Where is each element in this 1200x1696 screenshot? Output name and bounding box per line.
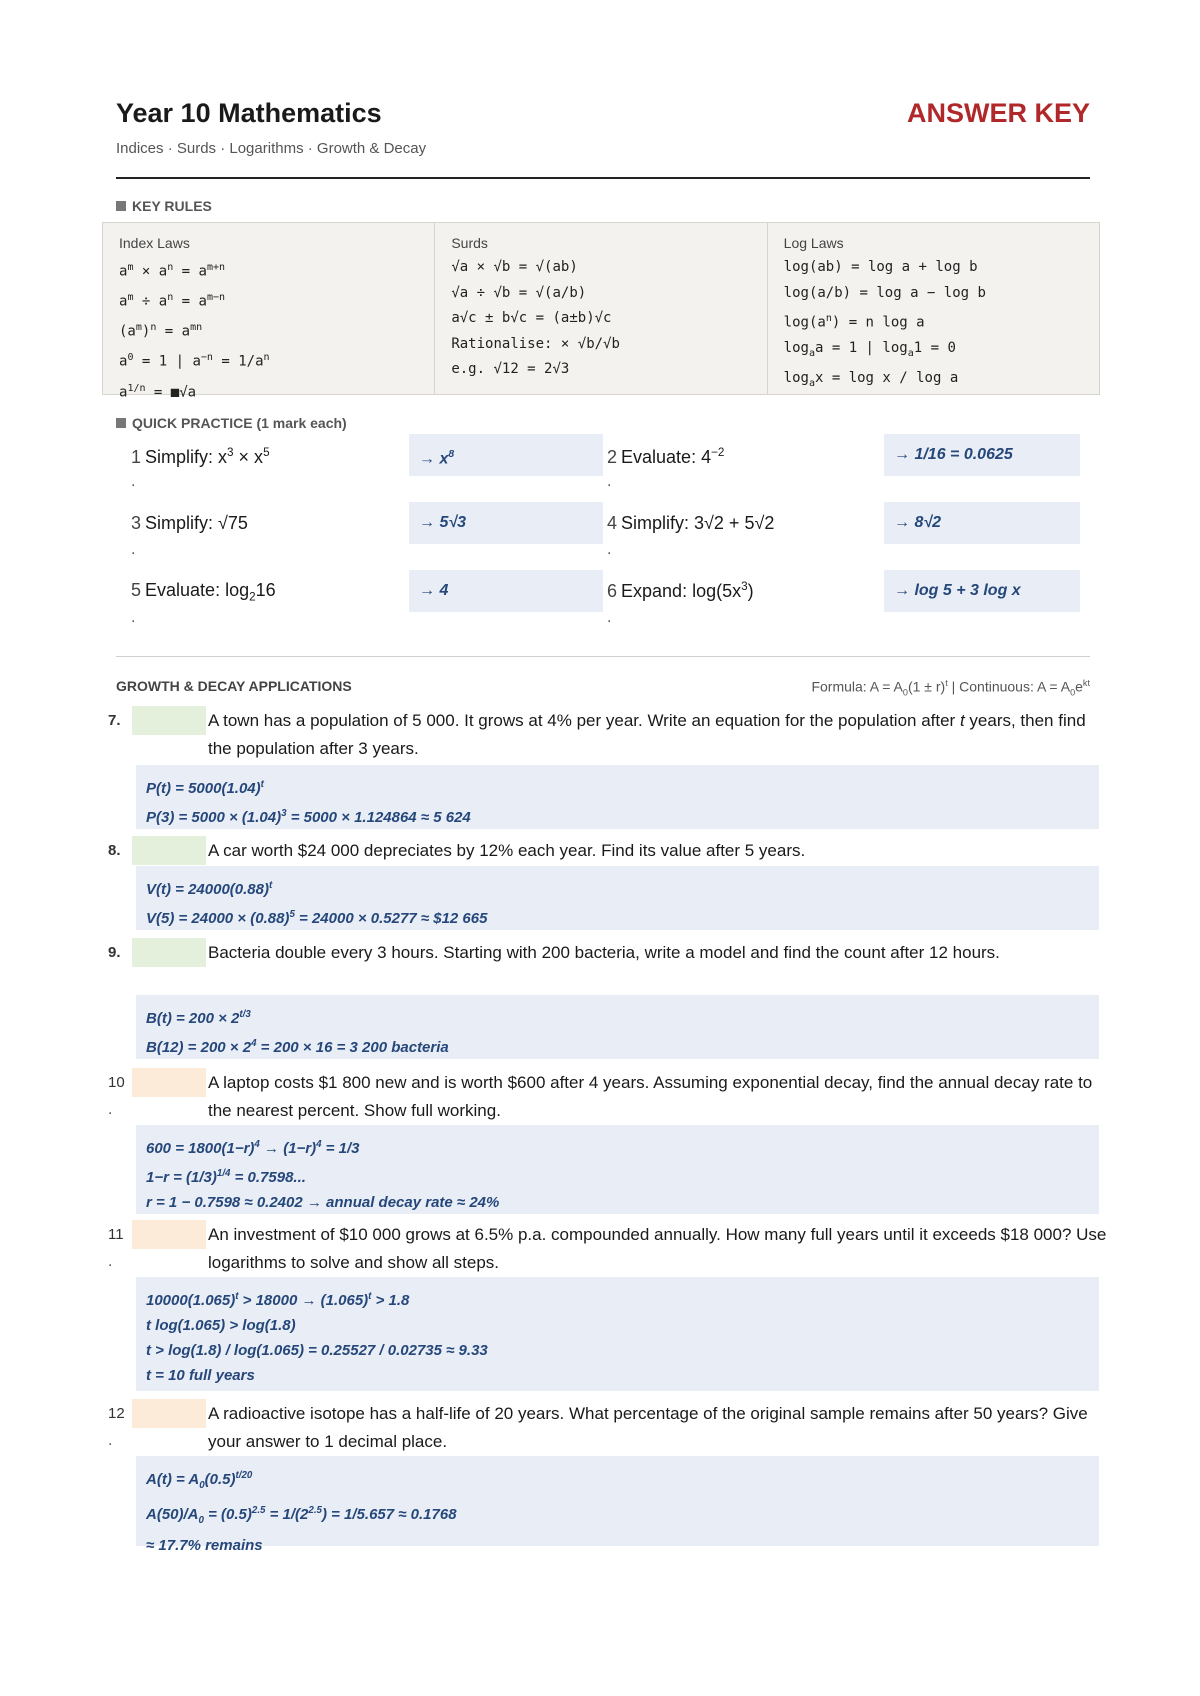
log-laws-column xyxy=(768,223,1099,394)
growth-decay-heading: GROWTH & DECAY APPLICATIONS xyxy=(116,678,352,694)
mark-box xyxy=(132,938,206,967)
rule-line: $a^m \div a^n = a^{m-n}$ xyxy=(119,292,225,310)
problem-number: 10 xyxy=(108,1074,125,1091)
answer-working xyxy=(136,866,1099,930)
page-title: Year 10 Mathematics xyxy=(116,98,382,128)
answer-working xyxy=(136,1277,1099,1391)
question-dot: . xyxy=(131,609,136,626)
question-dot: . xyxy=(131,473,136,490)
key-rules-box xyxy=(102,222,1100,401)
working-line: $P(t) = 5000(1.04)^t$ xyxy=(146,779,264,797)
header-divider xyxy=(116,177,1090,179)
working-line: t log(1.065) > log(1.8) xyxy=(146,1317,296,1334)
rule-line: log(ab) = log a + log b xyxy=(783,259,978,275)
rule-line: $\log(a^n) = n$ log a xyxy=(783,313,925,331)
quick-practice-heading xyxy=(116,415,347,431)
practice-answer-2: → 1/16 = 0.0625 xyxy=(884,434,1080,476)
problem-number: 11 xyxy=(108,1226,124,1243)
practice-answer-4: → 8√2 xyxy=(884,502,1080,544)
problem-text: A town has a population of 5 000. It grows at 4% per year. Write an equation for the population after t years, then find the population after 3 years. xyxy=(208,711,1086,758)
rule-line: $\log_ax = \log x / \log a$ xyxy=(783,370,959,390)
question-dot: . xyxy=(108,1253,113,1270)
working-line: $1-r = (1/3)^{1/4} = 0.7598$... xyxy=(146,1168,306,1186)
practice-question-4: 4 Simplify: 3√2 + 5√2 xyxy=(607,513,775,533)
square-bullet-icon xyxy=(116,201,126,211)
working-line: $V(t) = 24000(0.88)^t$ xyxy=(146,880,273,898)
mark-box xyxy=(132,1399,206,1428)
problem-number: 7. xyxy=(108,712,121,729)
problem-number: 8. xyxy=(108,842,121,859)
mark-box xyxy=(132,1220,206,1249)
answer-key-badge: ANSWER KEY xyxy=(906,98,1090,128)
rule-line: $a^0 = 1$ | $a^{-n} = 1/a^n$ xyxy=(119,352,270,371)
working-line: t > log(1.8) / log(1.065) = 0.25527 / 0.02735 ≈ 9.33 xyxy=(146,1342,488,1359)
question-dot: . xyxy=(108,1101,113,1118)
column-title: Index Laws xyxy=(119,235,190,251)
working-line: $A(t) = A_0(0.5)^{t/20}$ xyxy=(146,1470,253,1491)
rule-line: √a ÷ √b = √(a/b) xyxy=(451,284,587,301)
working-line: $B(t) = 200 \times 2^{t/3}$ xyxy=(146,1009,251,1027)
practice-answer-5: → 4 xyxy=(409,570,603,612)
answer-working xyxy=(136,1456,1099,1554)
rule-line: √a × √b = √(ab) xyxy=(451,259,578,275)
key-rules-label: KEY RULES xyxy=(132,198,212,214)
column-title: Log Laws xyxy=(783,235,844,251)
working-line: r = 1 − 0.7598 ≈ 0.2402 → annual decay rate ≈ 24% xyxy=(146,1194,500,1211)
rule-line: $\log_aa = 1$ | $\log_a1 = 0$ xyxy=(783,340,956,359)
practice-question-5: 5 Evaluate: $\log_216$ xyxy=(131,580,276,604)
rule-line: Rationalise: × √b/√b xyxy=(451,335,620,352)
question-dot: . xyxy=(607,609,612,626)
column-title: Surds xyxy=(451,235,488,251)
mark-box xyxy=(132,836,206,865)
rule-line: $a^{1/n}$ = ■√a xyxy=(119,382,197,401)
question-dot: . xyxy=(131,541,136,558)
index-laws-column xyxy=(103,223,435,401)
problem-text: A car worth $24 000 depreciates by 12% each year. Find its value after 5 years. xyxy=(208,841,806,860)
formula-note: Formula: $A = A_0(1 \pm r)^t$ | Continuous: $A = A_0e^{kt}$ xyxy=(811,678,1090,698)
square-bullet-icon xyxy=(116,418,126,428)
practice-answer-3: → 5√3 xyxy=(409,502,603,544)
working-line: $V(5) = 24000 \times (0.88)^5 = 24000 \times 0.5277$ ≈ $12 665 xyxy=(146,909,488,927)
practice-question-2: 2 Evaluate: $4^{-2}$ xyxy=(607,446,725,467)
practice-answer-6: → log 5 + 3 log x xyxy=(884,570,1080,612)
problem-text: A laptop costs $1 800 new and is worth $600 after 4 years. Assuming exponential decay, find the annual decay rate to the nearest percent. Show full working. xyxy=(208,1073,1093,1120)
mark-box xyxy=(132,1068,206,1097)
rule-line: $a^m \times a^n = a^{m+n}$ xyxy=(119,262,225,280)
answer-working xyxy=(136,765,1099,829)
surds-column xyxy=(435,223,767,394)
key-rules-heading xyxy=(116,198,212,214)
rule-line: a√c ± b√c = (a±b)√c xyxy=(451,310,612,326)
question-dot: . xyxy=(108,1432,113,1449)
problem-text: Bacteria double every 3 hours. Starting with 200 bacteria, write a model and find the count after 12 hours. xyxy=(208,943,1000,962)
rule-line: $(a^m)^n = a^{mn}$ xyxy=(119,322,203,340)
problem-number: 9. xyxy=(108,944,121,961)
working-line: t = 10 full years xyxy=(146,1367,255,1384)
practice-question-6: 6 Expand: $\log(5x^3)$ xyxy=(607,580,754,601)
working-line: $B(12) = 200 \times 2^4 = 200 \times 16 = 3$ 200 bacteria xyxy=(146,1038,449,1056)
problem-number: 12 xyxy=(108,1405,125,1422)
working-line: ≈ 17.7% remains xyxy=(146,1537,263,1554)
page-subtitle: Indices · Surds · Logarithms · Growth & Decay xyxy=(116,140,427,157)
answer-working xyxy=(136,995,1099,1059)
working-line: $600 = 1800(1-r)^4 \to (1-r)^4 = 1/3$ xyxy=(146,1139,360,1157)
question-dot: . xyxy=(607,473,612,490)
answer-working xyxy=(136,1125,1099,1214)
working-line: $P(3) = 5000 \times (1.04)^3 = 5000 \times 1.124864 \approx 5$ 624 xyxy=(146,808,471,826)
question-dot: . xyxy=(607,541,612,558)
quick-practice-label: QUICK PRACTICE (1 mark each) xyxy=(132,415,347,431)
rule-line: log(a/b) = log a − log b xyxy=(783,284,986,301)
problem-text: An investment of $10 000 grows at 6.5% p.a. compounded annually. How many full years until it exceeds $18 000? Use logarithms to solve and show all steps. xyxy=(208,1225,1107,1272)
practice-answer-1: → $x^8$ xyxy=(409,434,603,476)
mark-box xyxy=(132,706,206,735)
section-divider xyxy=(116,656,1090,657)
working-line: $10000(1.065)^t > 18000 \to (1.065)^t > 1.8$ xyxy=(146,1291,410,1309)
rule-line: e.g. √12 = 2√3 xyxy=(451,361,570,377)
practice-question-1: 1 Simplify: $x^3 \times x^5$ xyxy=(131,446,270,467)
problem-text: A radioactive isotope has a half-life of 20 years. What percentage of the original sample remains after 50 years? Give your answer to 1 decimal place. xyxy=(208,1404,1088,1451)
working-line: $A(50)/A_0 = (0.5)^{2.5} = 1/(2^{2.5}) = 1/5.657 \approx 0.1768$ xyxy=(146,1505,457,1526)
practice-question-3: 3 Simplify: √75 xyxy=(131,513,248,533)
